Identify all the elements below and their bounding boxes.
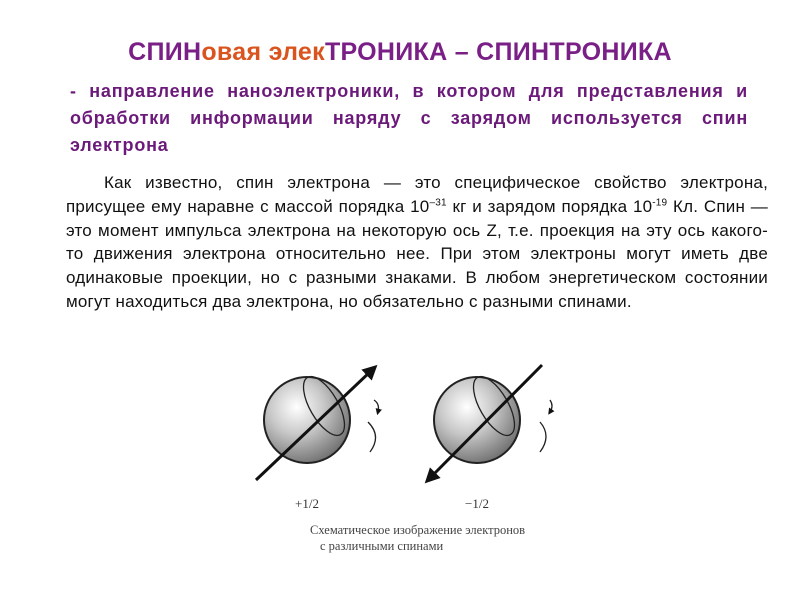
electron-spin-down: [430, 365, 552, 478]
body-paragraph: [66, 171, 768, 314]
rotation-arrow: [540, 422, 546, 452]
electron-spin-up: [256, 370, 379, 480]
charge-exponent: -19: [652, 197, 668, 209]
body-text-part2: кг и зарядом порядка 10: [446, 196, 653, 216]
title-part-tronika: ТРОНИКА – СПИНТРОНИКА: [324, 38, 672, 66]
spin-up-label: +1/2: [295, 496, 319, 511]
figure-caption: [310, 522, 570, 554]
title-part-ovaya-elek: овая элек: [201, 38, 325, 66]
caption-line-1: Схематическое изображение электронов: [310, 523, 526, 537]
body-text-part3: Кл. Спин — это момент импульса электрона на некоторую ось Z, т.е. проекция на эту ось какого-то движения электрона относительно нее. При этом электроны могут иметь две одинаковые проекции, но с разными знаками. В любом энергетическом состоянии могут находиться два электрона, но обязательно с разными спинами.: [66, 196, 768, 311]
caption-line-2: с различными спинами: [320, 539, 444, 553]
rotation-arrow: [368, 422, 376, 452]
title-part-spin: СПИН: [128, 38, 202, 66]
rotation-arrowhead: [374, 400, 379, 412]
slide-title: [0, 38, 800, 67]
spin-down-label: −1/2: [465, 496, 489, 511]
body-text-part1: Как известно, спин электрона — это специфическое свойство электрона, присущее ему наравне с массой порядка 10: [66, 173, 768, 216]
slide-subtitle: - направление наноэлектроники, в котором для представления и обработки информации наряду с зарядом используется спин электрона: [70, 81, 748, 155]
mass-exponent: –31: [429, 197, 447, 209]
rotation-arrowhead: [550, 400, 552, 412]
